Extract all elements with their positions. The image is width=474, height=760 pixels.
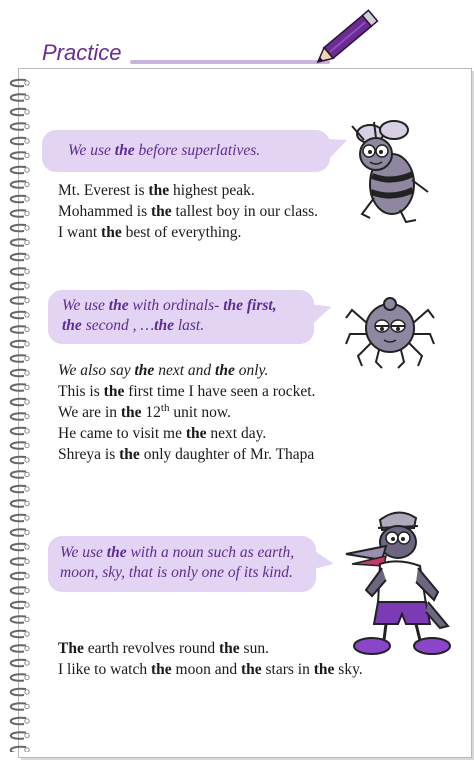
spiral-hole — [25, 748, 29, 752]
spiral-binding — [2, 72, 32, 752]
spiral-hole — [25, 588, 29, 592]
spiral-ring — [11, 616, 26, 623]
spiral-ring — [11, 225, 26, 232]
spiral-hole — [25, 617, 29, 621]
spiral-hole — [25, 646, 29, 650]
spiral-ring — [11, 689, 26, 696]
spiral-ring — [11, 399, 26, 406]
spiral-ring — [11, 500, 26, 507]
example-sentence: Shreya is the only daughter of Mr. Thapa — [58, 446, 315, 463]
spiral-ring — [11, 471, 26, 478]
spiral-ring — [11, 457, 26, 464]
spiral-hole — [25, 356, 29, 360]
spiral-hole — [25, 139, 29, 143]
spiral-hole — [25, 81, 29, 85]
callout-unique-nouns: We use the with a noun such as earth, moon, sky, that is only one of its kind. — [48, 536, 316, 592]
spiral-ring — [11, 210, 26, 217]
spiral-hole — [25, 342, 29, 346]
spiral-hole — [25, 414, 29, 418]
spiral-ring — [11, 515, 26, 522]
example-sentence: We are in the 12th unit now. — [58, 401, 231, 421]
spiral-hole — [25, 574, 29, 578]
header-underline — [130, 60, 330, 64]
example-sentence: The earth revolves round the sun. — [58, 640, 269, 657]
spiral-hole — [25, 385, 29, 389]
spiral-ring — [11, 254, 26, 261]
pencil-icon — [310, 0, 390, 70]
lead-sentence: We also say the next and the only. — [58, 362, 269, 379]
spiral-hole — [25, 400, 29, 404]
spiral-ring — [11, 355, 26, 362]
examples-superlatives — [58, 180, 318, 243]
spiral-ring — [11, 413, 26, 420]
example-sentence: Mohammed is the tallest boy in our class. — [58, 203, 319, 220]
spiral-ring — [11, 94, 26, 101]
spiral-hole — [25, 240, 29, 244]
spiral-ring — [11, 674, 26, 681]
spiral-hole — [25, 429, 29, 433]
spiral-ring — [11, 109, 26, 116]
spiral-ring — [11, 80, 26, 87]
spiral-ring — [11, 587, 26, 594]
spiral-ring — [11, 384, 26, 391]
spiral-hole — [25, 675, 29, 679]
spiral-hole — [25, 501, 29, 505]
spiral-hole — [25, 719, 29, 723]
spiral-ring — [11, 573, 26, 580]
spiral-hole — [25, 284, 29, 288]
spiral-ring — [11, 660, 26, 667]
spiral-ring — [11, 703, 26, 710]
page-title: Practice — [42, 40, 122, 65]
spiral-ring — [11, 283, 26, 290]
spiral-hole — [25, 255, 29, 259]
spiral-ring — [11, 645, 26, 652]
example-sentence: Mt. Everest is the highest peak. — [58, 182, 255, 199]
spiral-hole — [25, 458, 29, 462]
spiral-ring — [11, 732, 26, 739]
spiral-ring — [11, 239, 26, 246]
spiral-ring — [11, 341, 26, 348]
example-sentence: This is the first time I have seen a rocket. — [58, 383, 316, 400]
spiral-hole — [25, 313, 29, 317]
spiral-ring — [11, 442, 26, 449]
spider-illustration — [344, 284, 436, 370]
spiral-ring — [11, 196, 26, 203]
spiral-hole — [25, 327, 29, 331]
spiral-ring — [11, 718, 26, 725]
spiral-ring — [11, 268, 26, 275]
example-sentence: I want the best of everything. — [58, 224, 242, 241]
spiral-ring — [11, 428, 26, 435]
spiral-hole — [25, 371, 29, 375]
spiral-hole — [25, 211, 29, 215]
spiral-hole — [25, 487, 29, 491]
spiral-ring — [11, 529, 26, 536]
spiral-ring — [11, 544, 26, 551]
bee-illustration — [340, 118, 432, 226]
spiral-hole — [25, 632, 29, 636]
spiral-ring — [11, 312, 26, 319]
spiral-hole — [25, 226, 29, 230]
example-sentence: I like to watch the moon and the stars in the sky. — [58, 661, 363, 678]
callout-superlatives: We use the before superlatives. — [42, 130, 330, 172]
spiral-hole — [25, 110, 29, 114]
spiral-hole — [25, 95, 29, 99]
spiral-hole — [25, 545, 29, 549]
spiral-ring — [11, 631, 26, 638]
spiral-hole — [25, 443, 29, 447]
spiral-ring — [11, 747, 26, 752]
spiral-hole — [25, 269, 29, 273]
examples-unique-nouns — [58, 638, 363, 680]
spiral-hole — [25, 733, 29, 737]
spiral-ring — [11, 138, 26, 145]
spiral-ring — [11, 602, 26, 609]
spiral-hole — [25, 661, 29, 665]
spiral-hole — [25, 472, 29, 476]
spiral-hole — [25, 197, 29, 201]
spiral-hole — [25, 559, 29, 563]
spiral-ring — [11, 486, 26, 493]
crow-illustration — [342, 506, 454, 662]
spiral-ring — [11, 123, 26, 130]
spiral-ring — [11, 181, 26, 188]
callout-ordinals: We use the with ordinals- the first, the second , …the last. — [48, 290, 314, 344]
spiral-hole — [25, 124, 29, 128]
example-sentence: He came to visit me the next day. — [58, 425, 267, 442]
spiral-hole — [25, 168, 29, 172]
spiral-hole — [25, 690, 29, 694]
spiral-ring — [11, 167, 26, 174]
spiral-hole — [25, 182, 29, 186]
spiral-hole — [25, 603, 29, 607]
spiral-hole — [25, 704, 29, 708]
spiral-ring — [11, 326, 26, 333]
spiral-ring — [11, 370, 26, 377]
examples-ordinals — [58, 360, 315, 465]
spiral-ring — [11, 297, 26, 304]
spiral-ring — [11, 558, 26, 565]
spiral-hole — [25, 530, 29, 534]
spiral-ring — [11, 152, 26, 159]
spiral-hole — [25, 298, 29, 302]
spiral-hole — [25, 516, 29, 520]
spiral-hole — [25, 153, 29, 157]
